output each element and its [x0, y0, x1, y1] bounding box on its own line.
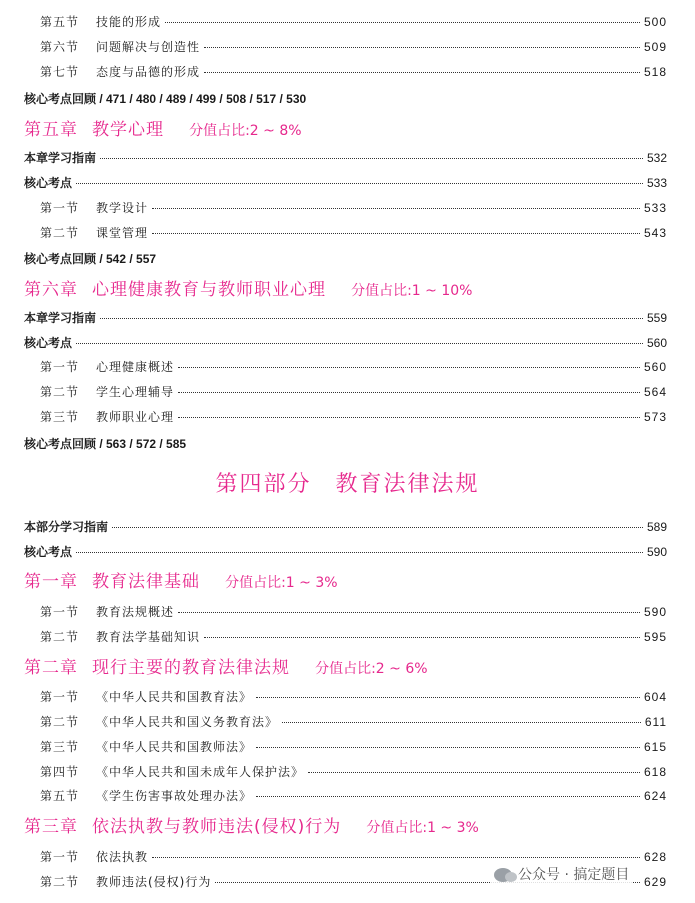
section-number: 第二节 [40, 385, 80, 399]
watermark [490, 864, 633, 886]
page-number: 560 [643, 360, 667, 374]
dot-leader [112, 526, 643, 528]
dot-leader [152, 856, 640, 858]
section-title: 《中华人民共和国教育法》 [96, 690, 253, 704]
chapter-title: 心理健康教育与教师职业心理 [92, 280, 326, 300]
dot-leader [152, 232, 640, 234]
chapter-title: 教学心理 [92, 120, 164, 140]
page-number: 543 [643, 226, 667, 240]
dot-leader [256, 795, 640, 797]
section-title: 课堂管理 [96, 226, 149, 240]
chapter-title: 依法执教与教师违法(侵权)行为 [92, 817, 342, 837]
core-review-line: 核心考点回顾 / 542 / 557 [24, 252, 157, 266]
toc-entry [0, 197, 695, 219]
chapter-heading [0, 568, 695, 596]
page-number: 590 [643, 605, 667, 619]
section-title: 《学生伤害事故处理办法》 [96, 789, 253, 803]
toc-entry [0, 356, 695, 378]
section-title: 《中华人民共和国未成年人保护法》 [96, 765, 305, 779]
section-number: 第二节 [40, 715, 80, 729]
section-number: 第二节 [40, 226, 80, 240]
page-number: 500 [643, 15, 667, 29]
page-number: 624 [643, 789, 667, 803]
part-heading: 第四部分 教育法律法规 [215, 472, 480, 497]
dot-leader [282, 721, 641, 723]
toc-entry [0, 601, 695, 623]
score-ratio: 分值占比:2 ~ 8% [189, 123, 302, 139]
section-number: 第一节 [40, 605, 80, 619]
section-number: 第三节 [40, 740, 80, 754]
dot-leader [178, 366, 640, 368]
section-title: 态度与品德的形成 [96, 65, 201, 79]
toc-entry-core [0, 332, 695, 354]
dot-leader [256, 696, 640, 698]
toc-entry [0, 406, 695, 428]
chapter-heading [0, 813, 695, 841]
chapter-title: 教育法律基础 [92, 572, 200, 592]
dot-leader [76, 182, 643, 184]
section-number: 第四节 [40, 765, 80, 779]
dot-leader [178, 416, 640, 418]
toc-entry-guide [0, 307, 695, 329]
section-title: 《中华人民共和国义务教育法》 [96, 715, 279, 729]
dot-leader [152, 207, 640, 209]
dot-leader [178, 611, 640, 613]
page-number: 615 [643, 740, 667, 754]
chapter-heading [0, 116, 695, 144]
section-title: 心理健康概述 [96, 360, 175, 374]
dot-leader [100, 317, 643, 319]
toc-entry [0, 711, 695, 733]
page-number: 560 [646, 336, 667, 350]
page-number: 628 [643, 850, 667, 864]
dot-leader [178, 391, 640, 393]
core-label: 核心考点 [24, 176, 73, 190]
section-title: 教师违法(侵权)行为 [96, 875, 212, 889]
dot-leader [256, 746, 640, 748]
section-number: 第二节 [40, 875, 80, 889]
section-number: 第五节 [40, 789, 80, 803]
dot-leader [308, 771, 640, 773]
dot-leader [204, 71, 640, 73]
section-number: 第一节 [40, 690, 80, 704]
guide-label: 本部分学习指南 [24, 520, 109, 534]
toc-entry [0, 736, 695, 758]
section-title: 教育法规概述 [96, 605, 175, 619]
chapter-number: 第六章 [24, 280, 78, 300]
section-title: 《中华人民共和国教师法》 [96, 740, 253, 754]
toc-entry-guide [0, 147, 695, 169]
toc-entry [0, 785, 695, 807]
core-review-line: 核心考点回顾 / 563 / 572 / 585 [24, 437, 187, 451]
page-number: 604 [643, 690, 667, 704]
chapter-heading [0, 654, 695, 682]
page-number: 532 [646, 151, 667, 165]
section-number: 第六节 [40, 40, 80, 54]
toc-entry [0, 761, 695, 783]
core-label: 核心考点 [24, 336, 73, 350]
toc-entry-core [0, 541, 695, 563]
guide-label: 本章学习指南 [24, 311, 97, 325]
section-number: 第一节 [40, 850, 80, 864]
page-number: 618 [643, 765, 667, 779]
toc-entry [0, 61, 695, 83]
chapter-heading [0, 276, 695, 304]
section-title: 问题解决与创造性 [96, 40, 201, 54]
toc-entry-core [0, 172, 695, 194]
section-number: 第五节 [40, 15, 80, 29]
section-title: 教育法学基础知识 [96, 630, 201, 644]
page-number: 589 [646, 520, 667, 534]
page-number: 611 [644, 715, 667, 729]
dot-leader [204, 46, 640, 48]
page-number: 533 [643, 201, 667, 215]
page-number: 533 [646, 176, 667, 190]
chapter-number: 第五章 [24, 120, 78, 140]
dot-leader [76, 551, 643, 553]
section-title: 学生心理辅导 [96, 385, 175, 399]
core-review-line: 核心考点回顾 / 471 / 480 / 489 / 499 / 508 / 517 / 530 [24, 92, 307, 106]
wechat-logo-icon [494, 868, 512, 882]
dot-leader [165, 21, 640, 23]
page-number: 564 [643, 385, 667, 399]
dot-leader [100, 157, 643, 159]
score-ratio: 分值占比:2 ~ 6% [315, 661, 428, 677]
dot-leader [204, 636, 640, 638]
chapter-title: 现行主要的教育法律法规 [92, 658, 290, 678]
chapter-number: 第一章 [24, 572, 78, 592]
page-number: 629 [643, 875, 667, 889]
page-number: 595 [643, 630, 667, 644]
page-number: 559 [646, 311, 667, 325]
toc-entry [0, 36, 695, 58]
watermark-text: 公众号 · 搞定题目 [518, 867, 630, 883]
chapter-number: 第二章 [24, 658, 78, 678]
chapter-number: 第三章 [24, 817, 78, 837]
section-number: 第二节 [40, 630, 80, 644]
page-number: 573 [643, 410, 667, 424]
page-number: 509 [643, 40, 667, 54]
score-ratio: 分值占比:1 ~ 3% [225, 575, 338, 591]
section-number: 第七节 [40, 65, 80, 79]
core-label: 核心考点 [24, 545, 73, 559]
dot-leader [76, 342, 643, 344]
toc-entry-guide [0, 516, 695, 538]
toc-entry [0, 381, 695, 403]
section-number: 第三节 [40, 410, 80, 424]
page-number: 518 [643, 65, 667, 79]
score-ratio: 分值占比:1 ~ 3% [366, 820, 479, 836]
score-ratio: 分值占比:1 ~ 10% [351, 283, 473, 299]
section-title: 教师职业心理 [96, 410, 175, 424]
guide-label: 本章学习指南 [24, 151, 97, 165]
toc-entry [0, 222, 695, 244]
section-number: 第一节 [40, 360, 80, 374]
toc-entry [0, 686, 695, 708]
toc-entry [0, 11, 695, 33]
section-number: 第一节 [40, 201, 80, 215]
section-title: 依法执教 [96, 850, 149, 864]
section-title: 教学设计 [96, 201, 149, 215]
section-title: 技能的形成 [96, 15, 162, 29]
page-number: 590 [646, 545, 667, 559]
toc-entry [0, 626, 695, 648]
